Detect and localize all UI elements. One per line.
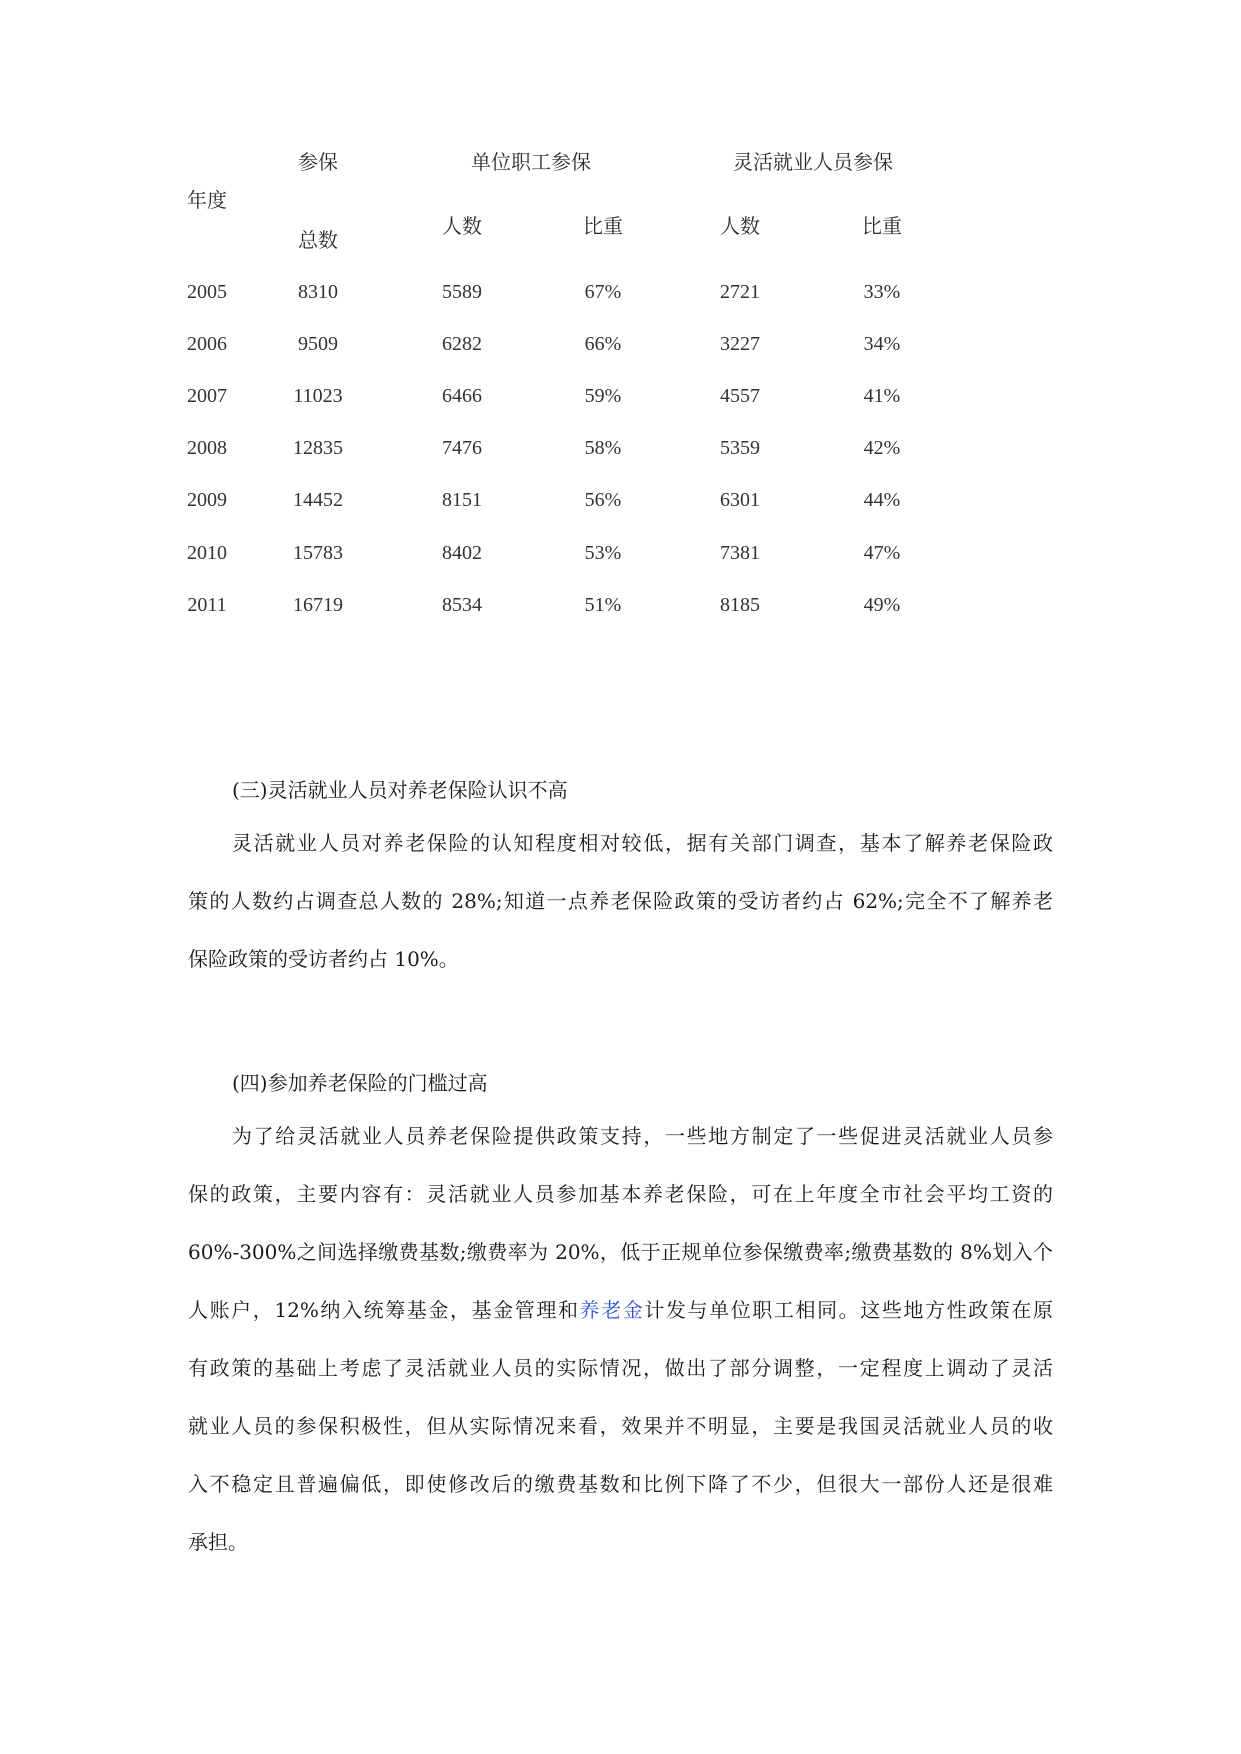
header-total-top: 参保 bbox=[298, 150, 338, 174]
row-year: 2011 bbox=[187, 594, 227, 616]
row-total: 16719 bbox=[293, 594, 343, 616]
row-year: 2007 bbox=[187, 385, 227, 407]
section4-heading: (四)参加养老保险的门槛过高 bbox=[232, 1071, 488, 1095]
row-unit-ratio: 56% bbox=[584, 489, 622, 511]
row-year: 2009 bbox=[187, 489, 227, 511]
row-flex-ratio: 42% bbox=[863, 437, 901, 459]
header-flex-group: 灵活就业人员参保 bbox=[733, 150, 893, 174]
row-flex-count: 5359 bbox=[720, 437, 760, 459]
row-total: 8310 bbox=[298, 281, 338, 303]
paragraph-line: 入不稳定且普遍偏低，即使修改后的缴费基数和比例下降了不少，但很大一部份人还是很难 bbox=[188, 1472, 1053, 1496]
row-year: 2008 bbox=[187, 437, 227, 459]
row-total: 12835 bbox=[293, 437, 343, 459]
header-flex-count: 人数 bbox=[720, 214, 760, 238]
row-total: 11023 bbox=[293, 385, 343, 407]
section4-paragraph bbox=[188, 1107, 1053, 1571]
line-text-after-link: 计发与单位职工相同。这些地方性政策在原 bbox=[644, 1298, 1054, 1322]
row-flex-ratio: 47% bbox=[863, 542, 901, 564]
row-unit-count: 5589 bbox=[442, 281, 482, 303]
row-flex-count: 2721 bbox=[720, 281, 760, 303]
line-text-before-link: 人账户，12%纳入统筹基金，基金管理和 bbox=[188, 1298, 580, 1322]
paragraph-line: 为了给灵活就业人员养老保险提供政策支持，一些地方制定了一些促进灵活就业人员参 bbox=[232, 1124, 1053, 1148]
row-unit-ratio: 53% bbox=[584, 542, 622, 564]
insurance-table bbox=[185, 150, 1065, 710]
row-unit-count: 8402 bbox=[442, 542, 482, 564]
paragraph-line: 就业人员的参保积极性，但从实际情况来看，效果并不明显，主要是我国灵活就业人员的收 bbox=[188, 1414, 1053, 1438]
row-unit-ratio: 67% bbox=[584, 281, 622, 303]
header-unit-ratio: 比重 bbox=[583, 214, 623, 238]
pension-link[interactable]: 养老金 bbox=[579, 1298, 645, 1322]
paragraph-line-with-link bbox=[188, 1281, 1053, 1339]
row-unit-ratio: 59% bbox=[584, 385, 622, 407]
row-unit-ratio: 58% bbox=[584, 437, 622, 459]
section3-paragraph bbox=[188, 814, 1053, 988]
paragraph-line: 承担。 bbox=[188, 1530, 248, 1554]
row-flex-count: 8185 bbox=[720, 594, 760, 616]
row-year: 2010 bbox=[187, 542, 227, 564]
row-flex-count: 7381 bbox=[720, 542, 760, 564]
row-total: 9509 bbox=[298, 333, 338, 355]
row-year: 2005 bbox=[187, 281, 227, 303]
row-unit-count: 7476 bbox=[442, 437, 482, 459]
row-flex-ratio: 34% bbox=[863, 333, 901, 355]
header-year: 年度 bbox=[187, 188, 227, 212]
row-flex-ratio: 44% bbox=[863, 489, 901, 511]
paragraph-line: 保的政策，主要内容有：灵活就业人员参加基本养老保险，可在上年度全市社会平均工资的 bbox=[188, 1182, 1053, 1206]
paragraph-line: 策的人数约占调查总人数的 28%;知道一点养老保险政策的受访者约占 62%;完全不了解养老 bbox=[188, 889, 1053, 913]
header-unit-group: 单位职工参保 bbox=[471, 150, 591, 174]
paragraph-line: 有政策的基础上考虑了灵活就业人员的实际情况，做出了部分调整，一定程度上调动了灵活 bbox=[188, 1356, 1053, 1380]
header-total-bottom: 总数 bbox=[298, 228, 338, 252]
row-total: 14452 bbox=[293, 489, 343, 511]
paragraph-line: 60%-300%之间选择缴费基数;缴费率为 20%，低于正规单位参保缴费率;缴费基数的 8%划入个 bbox=[188, 1240, 1053, 1264]
row-flex-ratio: 41% bbox=[863, 385, 901, 407]
row-unit-count: 6466 bbox=[442, 385, 482, 407]
row-unit-count: 6282 bbox=[442, 333, 482, 355]
paragraph-line: 保险政策的受访者约占 10%。 bbox=[188, 947, 459, 971]
row-unit-count: 8151 bbox=[442, 489, 482, 511]
row-flex-count: 6301 bbox=[720, 489, 760, 511]
paragraph-line: 灵活就业人员对养老保险的认知程度相对较低，据有关部门调查，基本了解养老保险政 bbox=[232, 831, 1053, 855]
section3-heading: (三)灵活就业人员对养老保险认识不高 bbox=[232, 778, 568, 802]
header-flex-ratio: 比重 bbox=[862, 214, 902, 238]
row-flex-count: 3227 bbox=[720, 333, 760, 355]
row-unit-count: 8534 bbox=[442, 594, 482, 616]
row-unit-ratio: 66% bbox=[584, 333, 622, 355]
row-unit-ratio: 51% bbox=[584, 594, 622, 616]
row-flex-count: 4557 bbox=[720, 385, 760, 407]
row-flex-ratio: 49% bbox=[863, 594, 901, 616]
row-year: 2006 bbox=[187, 333, 227, 355]
row-total: 15783 bbox=[293, 542, 343, 564]
header-unit-count: 人数 bbox=[442, 214, 482, 238]
row-flex-ratio: 33% bbox=[863, 281, 901, 303]
